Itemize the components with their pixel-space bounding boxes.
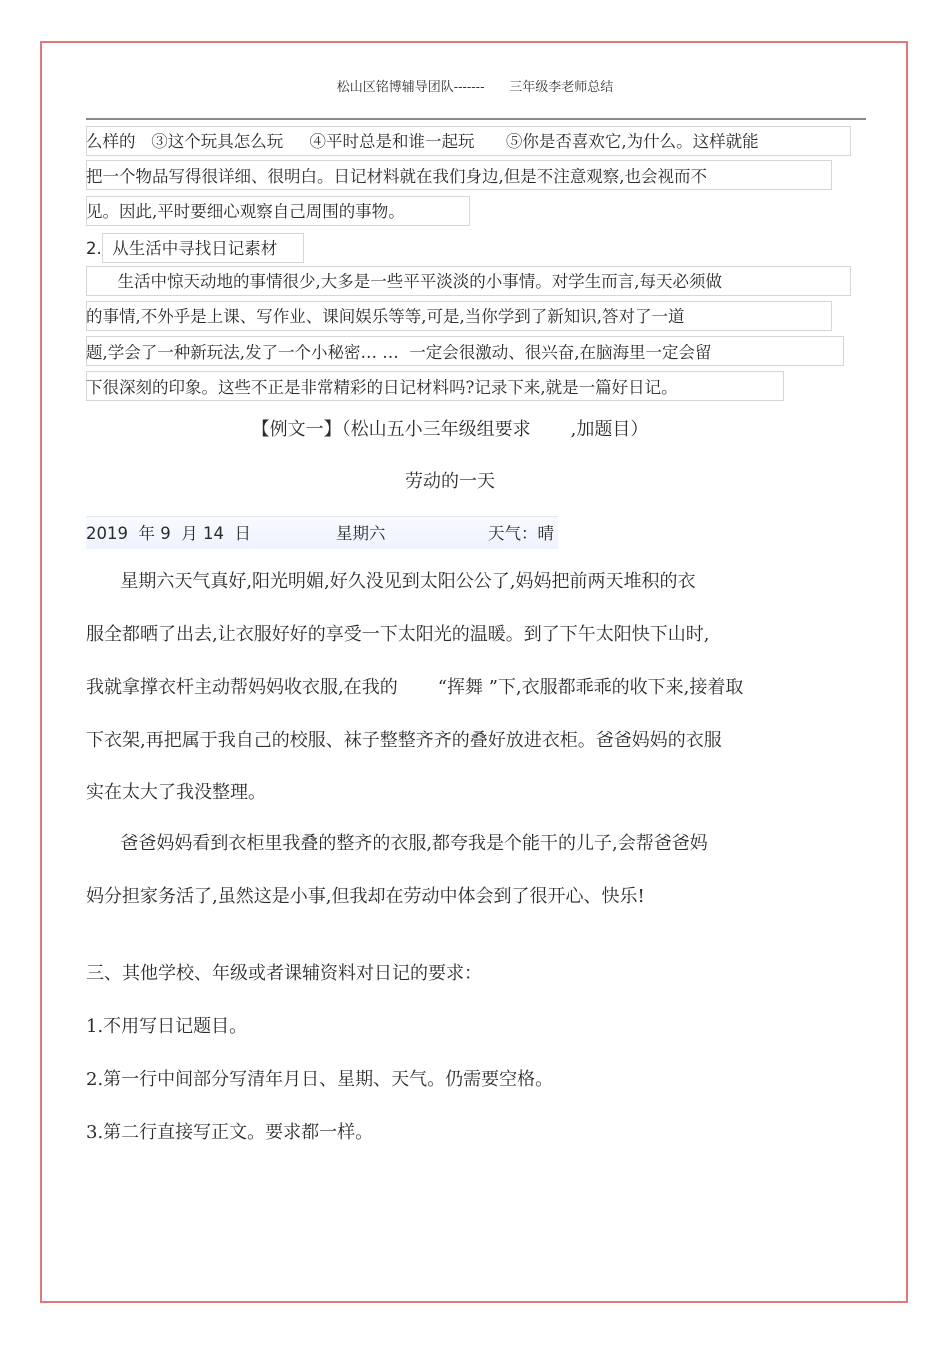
text-line: 生活中惊天动地的事情很少,大多是一些平平淡淡的小事情。对学生而言,每天必须做 [86,272,722,291]
text-line: 题,学会了一种新玩法,发了一个小秘密… … 一定会很激动、很兴奋,在脑海里一定会留 [86,343,712,362]
paragraph-line: 爸爸妈妈看到衣柜里我叠的整齐的衣服,都夸我是个能干的儿子,会帮爸爸妈 [86,833,708,854]
paragraph-line: 服全都晒了出去,让衣服好好的享受一下太阳光的温暖。到了下午太阳快下山时, [86,624,710,645]
paragraph-line: 星期六天气真好,阳光明媚,好久没见到太阳公公了,妈妈把前两天堆积的衣 [86,571,696,592]
section-heading: 2. 从生活中寻找日记素材 [86,239,278,258]
text-line: 见。因此,平时要细心观察自己周围的事物。 [86,202,405,221]
list-item: 1.不用写日记题目。 [86,1016,248,1037]
text-line: 下很深刻的印象。这些不正是非常精彩的日记材料吗?记录下来,就是一篇好日记。 [86,378,678,397]
paragraph-line: 我就拿撑衣杆主动帮妈妈收衣服,在我的 “挥舞 ”下,衣服都乖乖的收下来,接着取 [86,677,744,698]
page-border [40,41,908,1303]
list-item: 3.第二行直接写正文。要求都一样。 [86,1122,374,1143]
diary-weekday: 星期六 [336,524,386,543]
list-item: 2.第一行中间部分写清年月日、星期、天气。仍需要空格。 [86,1069,554,1090]
header-divider [86,118,866,120]
diary-weather: 天气：晴 [488,524,554,543]
example-heading: 【例文一】（松山五小三年级组要求 ,加题目） [251,419,649,440]
example-title: 劳动的一天 [405,471,495,492]
paragraph-line: 实在太大了我没整理。 [86,782,266,803]
text-line: 把一个物品写得很详细、很明白。日记材料就在我们身边,但是不注意观察,也会视而不 [86,167,707,186]
paragraph-line: 下衣架,再把属于我自己的校服、袜子整整齐齐的叠好放进衣柜。爸爸妈妈的衣服 [86,730,722,751]
page-header: 松山区铭博辅导团队------- 三年级李老师总结 [336,80,614,95]
paragraph-line: 妈分担家务活了,虽然这是小事,但我却在劳动中体会到了很开心、快乐! [86,886,645,907]
text-line: 么样的 ③这个玩具怎么玩 ④平时总是和谁一起玩 ⑤你是否喜欢它,为什么。这样就能 [86,132,759,151]
diary-date: 2019 年 9 月 14 日 [86,524,251,543]
section3-heading: 三、其他学校、年级或者课辅资料对日记的要求： [86,963,482,984]
text-line: 的事情,不外乎是上课、写作业、课间娱乐等等,可是,当你学到了新知识,答对了一道 [86,307,685,326]
